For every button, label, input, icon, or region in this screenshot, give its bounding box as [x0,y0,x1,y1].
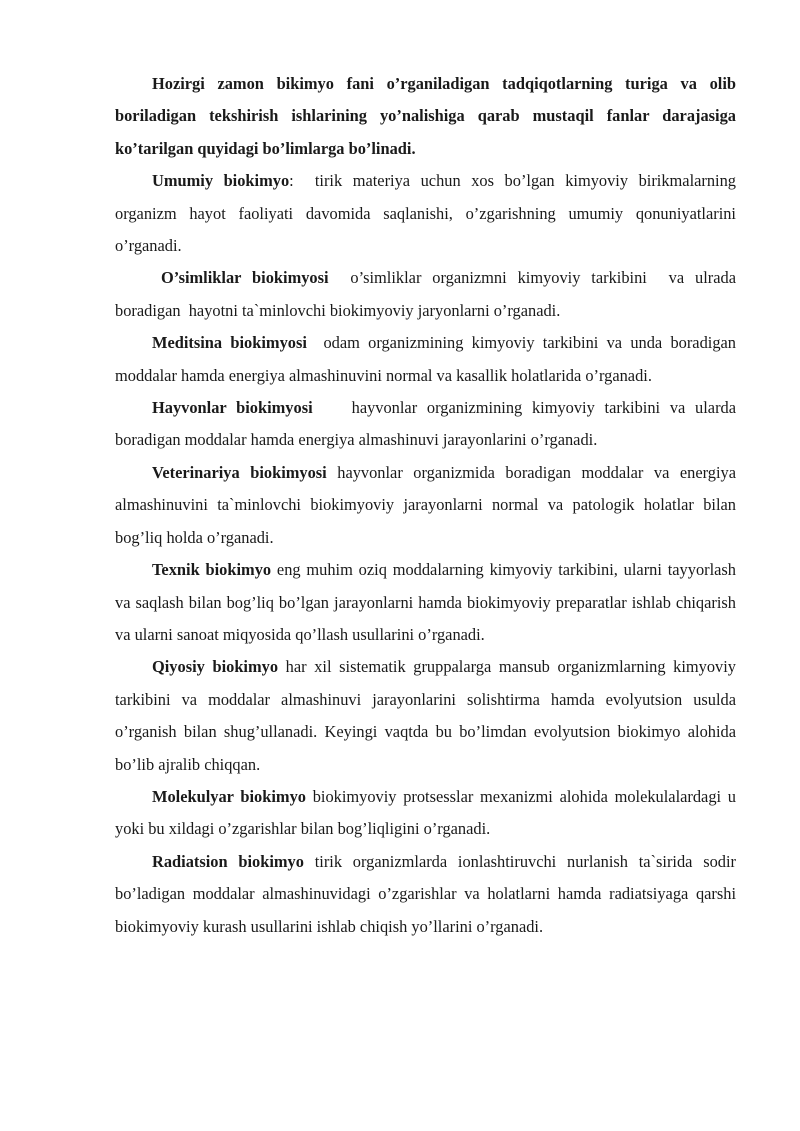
section-term: Radiatsion biokimyo [152,851,304,871]
section-plant-biochemistry [115,262,741,327]
section-text: odam organizmining kimyoviy tarkibini va unda boradigan moddalar hamda energiya almashinuvini normal va kasallik holatlarida o’rganadi. [115,333,741,385]
section-separator: : [289,171,294,191]
section-text: biokimyoviy protsesslar mexanizmi alohida molekulalardagi u yoki bu xildagi o’zgarishlar bilan bog’liqligini o’rganadi. [115,786,736,839]
section-text: tirik materiya uchun xos bo’lgan kimyoviy birikmalarning organizm hayot faoliyati davomida saqlanishi, o’zgarishning umumiy qonuniyatlarini o’rganadi. [115,171,741,256]
intro-paragraph: Hozirgi zamon bikimyo fani o’rganiladigan tadqiqotlarning turiga va olib boriladigan tekshirish ishlarining yo’nalishiga qarab mustaqil fanlar darajasiga ko’tarilgan quyidagi bo’limlarga bo’linadi. [115,74,736,158]
section-term: Umumiy biokimyo [152,171,290,191]
section-text: o’simliklar organizmni kimyoviy tarkibini va ulrada boradigan hayotni ta`minlovchi biokimyoviy jaryonlarni o’rganadi. [115,268,741,320]
section-text: hayvonlar organizmining kimyoviy tarkibini va ularda boradigan moddalar hamda energiya almashinuvi jarayonlarini o’rganadi. [115,398,741,450]
section-veterinary-biochemistry [115,457,736,554]
section-term: Meditsina biokimyosi [152,333,307,353]
section-animal-biochemistry [115,392,741,457]
section-term: Veterinariya biokimyosi [152,462,327,482]
section-general-biochemistry [115,165,741,262]
section-technical-biochemistry [115,554,736,651]
section-text: eng muhim oziq moddalarning kimyoviy tarkibini, ularni tayyorlash va saqlash bilan bog’liq bo’lgan jarayonlarni hamda biokimyoviy preparatlar ishlab chiqarish va ularni sanoat miqyosida qo’llash usullarini o’rganadi. [115,560,737,644]
section-molecular-biochemistry [115,781,736,846]
section-radiation-biochemistry [115,846,736,943]
section-text: har xil sistematik gruppalarga mansub organizmlarning kimyoviy tarkibini va moddalar almashinuvi jarayonlarini solishtirma hamda evolyutsion usulda o’rganish bilan shug’ullanadi. Keyingi vaqtda bu bo’limdan evolyutsion biokimyo alohida bo’lib ajralib chiqqan. [115,657,736,774]
section-term: Texnik biokimyo [152,560,272,580]
section-text: hayvonlar organizmida boradigan moddalar va energiya almashinuvini ta`minlovchi biokimyoviy jarayonlarni normal va patologik holatlar bilan bog’liq holda o’rganadi. [115,462,736,547]
section-term: Molekulyar biokimyo [152,786,306,806]
section-term: O’simliklar biokimyosi [161,268,329,288]
section-medical-biochemistry [115,327,741,392]
section-term: Qiyosiy biokimyo [152,657,279,677]
section-comparative-biochemistry [115,651,736,781]
section-term: Hayvonlar biokimyosi [152,398,313,418]
document-page [115,68,741,943]
section-text: tirik organizmlarda ionlashtiruvchi nurlanish ta`sirida sodir bo’ladigan moddalar almashinuvidagi o’zgarishlar va holatlarni hamda radiatsiyaga qarshi biokimyoviy kurash usullarini ishlab chiqish yo’llarini o’rganadi. [115,851,737,936]
